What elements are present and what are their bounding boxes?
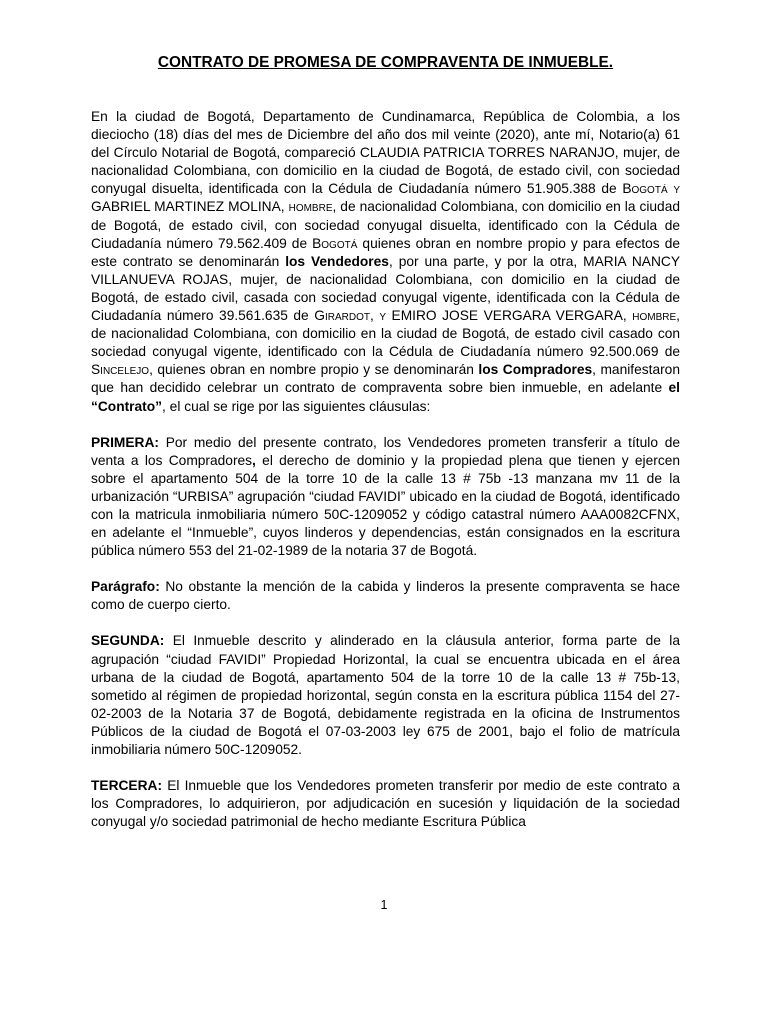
clause-paragrafo bbox=[91, 578, 680, 614]
contract-term: el “Contrato” bbox=[91, 380, 680, 414]
intro-smallcaps: Bogotá y bbox=[622, 181, 680, 197]
intro-text: , por una parte, y por la otra, MARIA NANCY VILLANUEVA ROJAS, mujer, de nacionalidad Colombiana, con domicilio en la ciudad de Bogotá, de estado civil, casada con sociedad conyugal vigente, identificada con la Cédula de Ciudadanía número 39.561.635 de bbox=[91, 253, 680, 324]
intro-text: , manifestaron que han decidido celebrar un contrato de compraventa sobre bien inmueble, en adelante bbox=[91, 362, 680, 396]
clause-primera bbox=[91, 434, 680, 561]
document-title: CONTRATO DE PROMESA DE COMPRAVENTA DE INMUEBLE. bbox=[157, 54, 614, 71]
clause-text: Por medio del presente contrato, los Vendedores prometen transferir a título de venta a los Compradores bbox=[91, 434, 680, 468]
intro-text: , de nacionalidad Colombiana, con domicilio en la ciudad de Bogotá, de estado civil casado con sociedad conyugal vigente, identificado con la Cédula de Ciudadanía número 92.500.069 de bbox=[91, 308, 680, 360]
intro-smallcaps: Girardot, y bbox=[314, 308, 386, 324]
intro-paragraph bbox=[91, 108, 680, 416]
intro-smallcaps: hombre bbox=[288, 199, 333, 215]
clause-label: Parágrafo: bbox=[91, 579, 160, 595]
intro-text: En la ciudad de Bogotá, Departamento de Cundinamarca, República de Colombia, a los dieciocho (18) días del mes de Diciembre del año dos mil veinte (2020), ante mí, Notario(a) 61 del Círculo Notarial de Bogotá, compareció CLAUDIA PATRICIA TORRES NARANJO, mujer, de nacionalidad Colombiana, con domicilio en la ciudad de Bogotá, de estado civil, con sociedad conyugal disuelta, identificada con la Cédula de Ciudadanía número 51.905.388 de bbox=[91, 109, 680, 197]
intro-smallcaps: Sincelejo bbox=[91, 362, 150, 378]
clause-text: el derecho de dominio y la propiedad plena que tienen y ejercen sobre el apartamento 504 de la torre 10 de la calle 13 # 75b -13 manzana mv 11 de la urbanización “URBISA” agrupación “ciudad FAVIDI” ubicado en la ciudad de Bogotá, identificado con la matricula inmobiliaria número 50C-1209052 y código catastral número AAA0082CFNX, en adelante el “Inmueble”, cuyos linderos y dependencias, están consignados en la escritura pública número 553 del 21-02-1989 de la notaria 37 de Bogotá. bbox=[91, 452, 680, 559]
intro-text: , de nacionalidad Colombiana, con domicilio en la ciudad de Bogotá, de estado civil, con sociedad conyugal disuelta, identificado con la Cédula de Ciudadanía número 79.562.409 de bbox=[91, 199, 680, 251]
intro-text: GABRIEL MARTINEZ MOLINA, bbox=[91, 199, 289, 215]
intro-text: , quienes obran en nombre propio y se denominarán bbox=[149, 362, 479, 378]
clause-label: SEGUNDA: bbox=[91, 633, 165, 649]
clause-label: PRIMERA: bbox=[91, 434, 159, 450]
party-compradores: los Compradores bbox=[478, 362, 593, 378]
clause-text: El Inmueble descrito y alinderado en la cláusula anterior, forma parte de la agrupación “ciudad FAVIDI” Propiedad Horizontal, la cual se encuentra ubicada en el área urbana de la ciudad de Bogotá, apartamento 504 de la torre 10 de la calle 13 # 75b-13, sometido al régimen de propiedad horizontal, según consta en la escritura pública 1154 del 27-02-2003 de la Notaria 37 de Bogotá, debidamente registrada en la oficina de Instrumentos Públicos de la ciudad de Bogotá el 07-03-2003 ley 675 de 2001, bajo el folio de matrícula inmobiliaria número 50C-1209052. bbox=[91, 633, 680, 757]
intro-text: EMIRO JOSE VERGARA VERGARA, bbox=[386, 308, 633, 324]
clause-label: TERCERA: bbox=[91, 778, 163, 794]
clause-tercera bbox=[91, 777, 680, 831]
party-vendedores: los Vendedores bbox=[285, 253, 389, 269]
clause-text: El Inmueble que los Vendedores prometen transferir por medio de este contrato a los Compradores, lo adquirieron, por adjudicación en sucesión y liquidación de la sociedad conyugal y/o sociedad patrimonial de hecho mediante Escritura Pública bbox=[91, 778, 680, 830]
intro-smallcaps: Bogotá bbox=[312, 235, 358, 251]
clause-text: , bbox=[252, 452, 256, 468]
intro-smallcaps: hombre bbox=[632, 308, 677, 324]
page-number: 1 bbox=[380, 898, 388, 912]
clause-segunda bbox=[91, 632, 680, 759]
intro-text: , el cual se rige por las siguientes cláusulas: bbox=[162, 398, 431, 414]
clause-text: No obstante la mención de la cabida y linderos la presente compraventa se hace como de cuerpo cierto. bbox=[91, 579, 680, 613]
intro-text: quienes obran en nombre propio y para efectos de este contrato se denominarán bbox=[91, 235, 680, 269]
